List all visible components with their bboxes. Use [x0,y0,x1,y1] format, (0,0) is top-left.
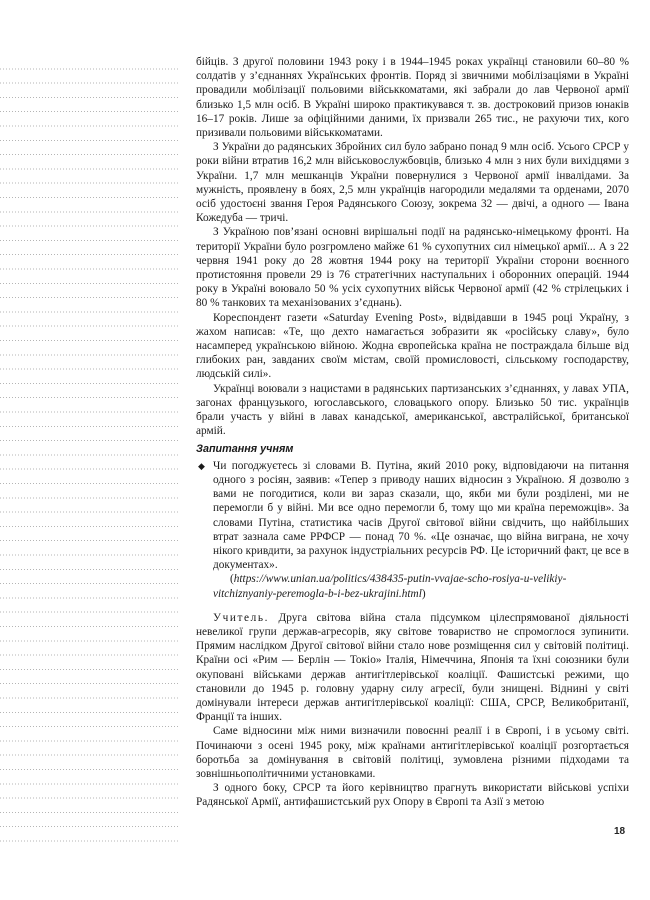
teacher-label: Учитель. [213,611,270,624]
paragraph: Кореспондент газети «Saturday Evening Post», відвідавши в 1945 році Україну, з жахом написав: «Те, що дехто намагається зобразити як «російську славу», було насамперед українською війною. Жодна європейська країна не постраждала більше від глибоких ран, завданих своїм містам, своїй промисловості, сільському господарству, людській силі». [196,311,629,381]
page-number: 18 [614,826,626,837]
bullet-icon: ◆ [198,460,205,471]
paragraph: Українці воювали з нацистами в радянських партизанських з’єднаннях, у лавах УПА, загонах французького, югославського, словацького опору. Близько 50 тис. українців брали участь у війні в лавах канадської, американської, австралійської, британської армій. [196,382,629,438]
teacher-paragraph: Учитель. Друга світова війна стала підсумком цілеспрямованої діяльності невеликої групи держав-агресорів, яку світове товариство не спромоглося зупинити. Прямим наслідком Другої світової війни стало нове розміщення сил у світовій політиці. Країни осі «Рим — Берлін — Токіо» Італія, Німеччина, Японія та їхні союзники були окупованi військами держав антигітлерівської коаліції. Фашистські режими, що становили до 1945 р. головну ударну силу агресії, були знищені. Віднині у світі домінували інтереси держав антигітлерівської коаліції: США, СРСР, Великобританії, Франції та інших. [196,611,629,724]
note-lines [0,55,178,845]
questions-heading: Запитання учням [196,443,294,456]
question-text: Чи погоджуєтесь зі словами В. Путіна, який 2010 року, відповідаючи на питання одного з росіян, заявив: «Тепер з приводу наших відносин з Україною. Я дозволю з вами не погодитися, коли ви зараз сказали, що, якби ми були розділені, ми не перемогли б у війні. Ми все одно перемогли б, тому що ми країна переможців». За словами Путіна, статистика часів Другої світової війни свідчить, що найбільших втрат зазнала саме РРФСР — понад 70 %. «Це означає, що війна виграна, не хочу нікого кривдити, за рахунок індустріальних ресурсів РФ. Це історичний факт, це все в документах». [213,459,629,572]
paragraph: З одного боку, СРСР та його керівництво прагнуть використати військові успіхи Радянської Армії, антифашистський рух Опору в Європі та Азії з метою [196,782,629,809]
paragraph: З Україною пов’язані основні вирішальні події на радянсько-німецькому фронті. На території України було розгромлено майже 61 % сухопутних сил німецької армії... А з 22 червня 1941 року до 28 жовтня 1944 року на території України сторони воєнного протистояння провели 29 із 76 стратегічних наступальних і оборонних операцій. 1944 року в Україні воювало 50 % усіх сухопутних військ Червоної армії (42 % стрілецьких і 80 % танкових та механізованих з’єднань). [196,226,629,310]
paragraph: Саме відносини між ними визначили повоєнні реалії і в Європі, і в усьому світі. Починаючи з осені 1945 року, між країнами антигітлерівської коаліції розгортається боротьба за домінування в світовій політиці, зумовлена різними підходами та зовнішньополітичними установками. [196,725,629,780]
main-text-column [196,55,629,810]
source-link-line: (https://www.unian.ua/politics/438435-putin-vvajae-scho-rosiya-u-velikiy-vitchiznyaniy-peremogla-b-i-bez-ukrajini.html) [213,573,567,600]
question-item [196,459,629,573]
paragraph: З України до радянських Збройних сил було забрано понад 9 млн осіб. Усього СРСР у роки війни втратив 16,2 млн військовослужбовців, близько 4 млн з них були вихідцями з України. 1,7 млн мешканців України повернулися з Червоної армії інвалідами. За мужність, проявлену в боях, 2,5 млн українців нагородили медалями та орденами, 2070 осіб удостоєні звання Героя Радянського Союзу, зокрема 32 — двічі, а одного — Івана Кожедуба — тричі. [196,141,629,225]
source-link[interactable]: https://www.unian.ua/politics/438435-putin-vvajae-scho-rosiya-u-velikiy-vitchiznyaniy-peremogla-b-i-bez-ukrajini.html [213,573,567,600]
paragraph: бійців. З другої половини 1943 року і в 1944–1945 роках українці становили 60–80 % солдатів у з’єднаннях Українських фронтів. Поряд зі звичними мобілізаціями в Україні провадили мобілізації польовими військкоматами, які забрали до лав Червоної армії близько 1,5 млн осіб. В Україні широко практикувався т. зв. достроковий призов юнаків 16–17 років. Лише за офіційними даними, їх призвали 265 тис., не рахуючи тих, кого призивали польовими військкоматами. [196,56,629,140]
